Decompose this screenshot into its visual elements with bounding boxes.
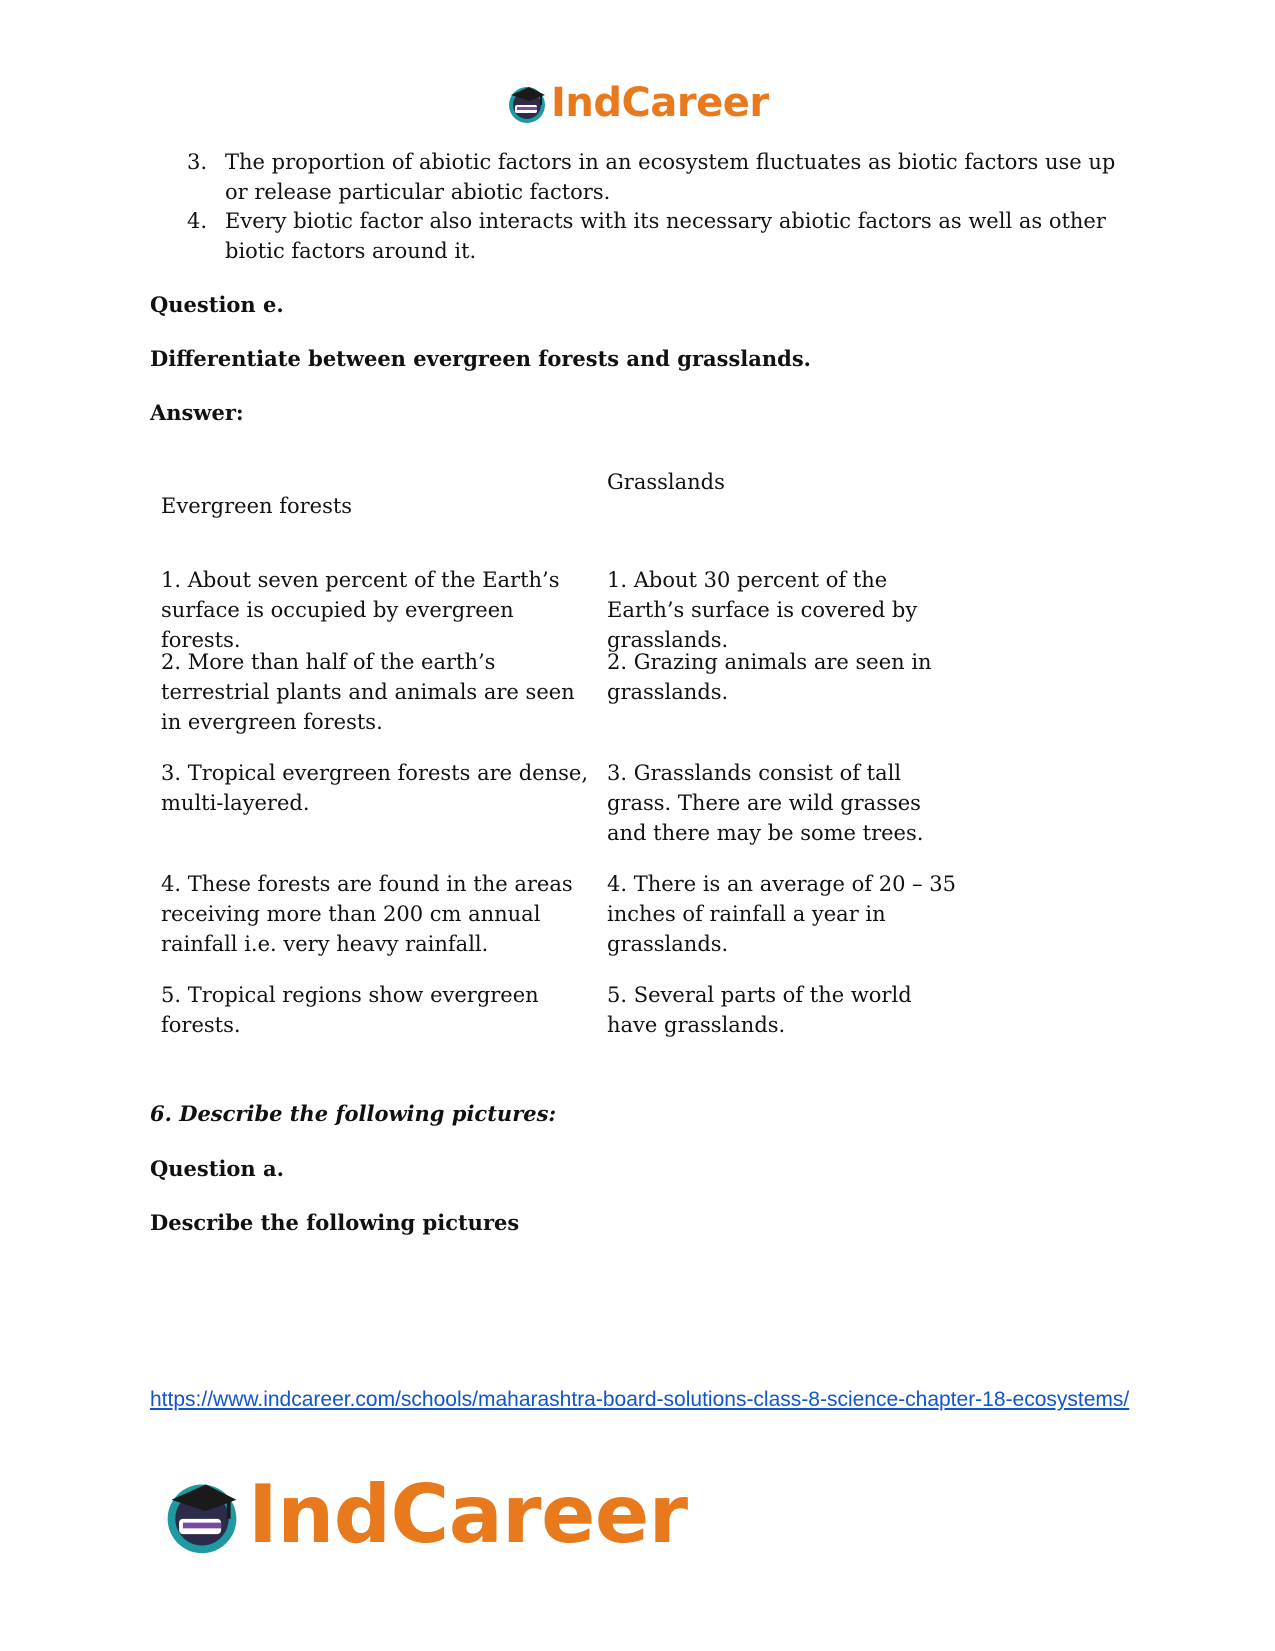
logo-wordmark: IndCareer [248,1468,688,1561]
list-item-text: The proportion of abiotic factors in an ecosystem fluctuates as biotic factors use up or release particular abiotic factors. [225,150,1116,204]
table-cell: 3. Tropical evergreen forests are dense, multi-layered. [161,761,589,815]
continued-list [150,148,1120,266]
header-logo [505,78,769,128]
question-a-prompt: Describe the following pictures [150,1210,520,1235]
table-cell: 5. Tropical regions show evergreen forests. [161,983,539,1037]
list-item-number: 4. [187,209,208,233]
table-header-evergreen: Evergreen forests [161,494,353,518]
continued-list-section [150,148,1120,266]
table-cell: 1. About 30 percent of the Earth’s surface is covered by grasslands. [607,568,918,652]
logo-wordmark: IndCareer [551,80,769,126]
table-cell: 1. About seven percent of the Earth’s surface is occupied by evergreen forests. [161,568,560,652]
table-cell: 3. Grasslands consist of tall grass. There are wild grasses and there may be some trees. [607,761,924,845]
footer-source-link[interactable]: https://www.indcareer.com/schools/maharashtra-board-solutions-class-8-science-chapter-18-ecosystems/ [150,1388,1130,1411]
list-item [187,207,1120,266]
graduation-globe-icon [160,1473,244,1557]
section-6-heading: 6. Describe the following pictures: [150,1101,557,1126]
graduation-globe-icon [505,81,549,125]
list-item [187,148,1120,207]
table-cell: 5. Several parts of the world have grasslands. [607,983,912,1037]
question-e-prompt: Differentiate between evergreen forests and grasslands. [150,346,811,371]
list-item-number: 3. [187,150,208,174]
question-a-label: Question a. [150,1156,284,1181]
answer-label: Answer: [150,400,244,425]
table-cell: 2. More than half of the earth’s terrestrial plants and animals are seen in evergreen forests. [161,650,575,734]
table-cell: 2. Grazing animals are seen in grasslands. [607,650,932,704]
table-cell: 4. These forests are found in the areas receiving more than 200 cm annual rainfall i.e. very heavy rainfall. [161,872,573,956]
table-cell: 4. There is an average of 20 – 35 inches of rainfall a year in grasslands. [607,872,957,956]
question-e-label: Question e. [150,292,284,317]
footer-logo [160,1465,688,1565]
list-item-text: Every biotic factor also interacts with its necessary abiotic factors as well as other biotic factors around it. [225,209,1106,263]
table-header-grasslands: Grasslands [607,470,725,494]
